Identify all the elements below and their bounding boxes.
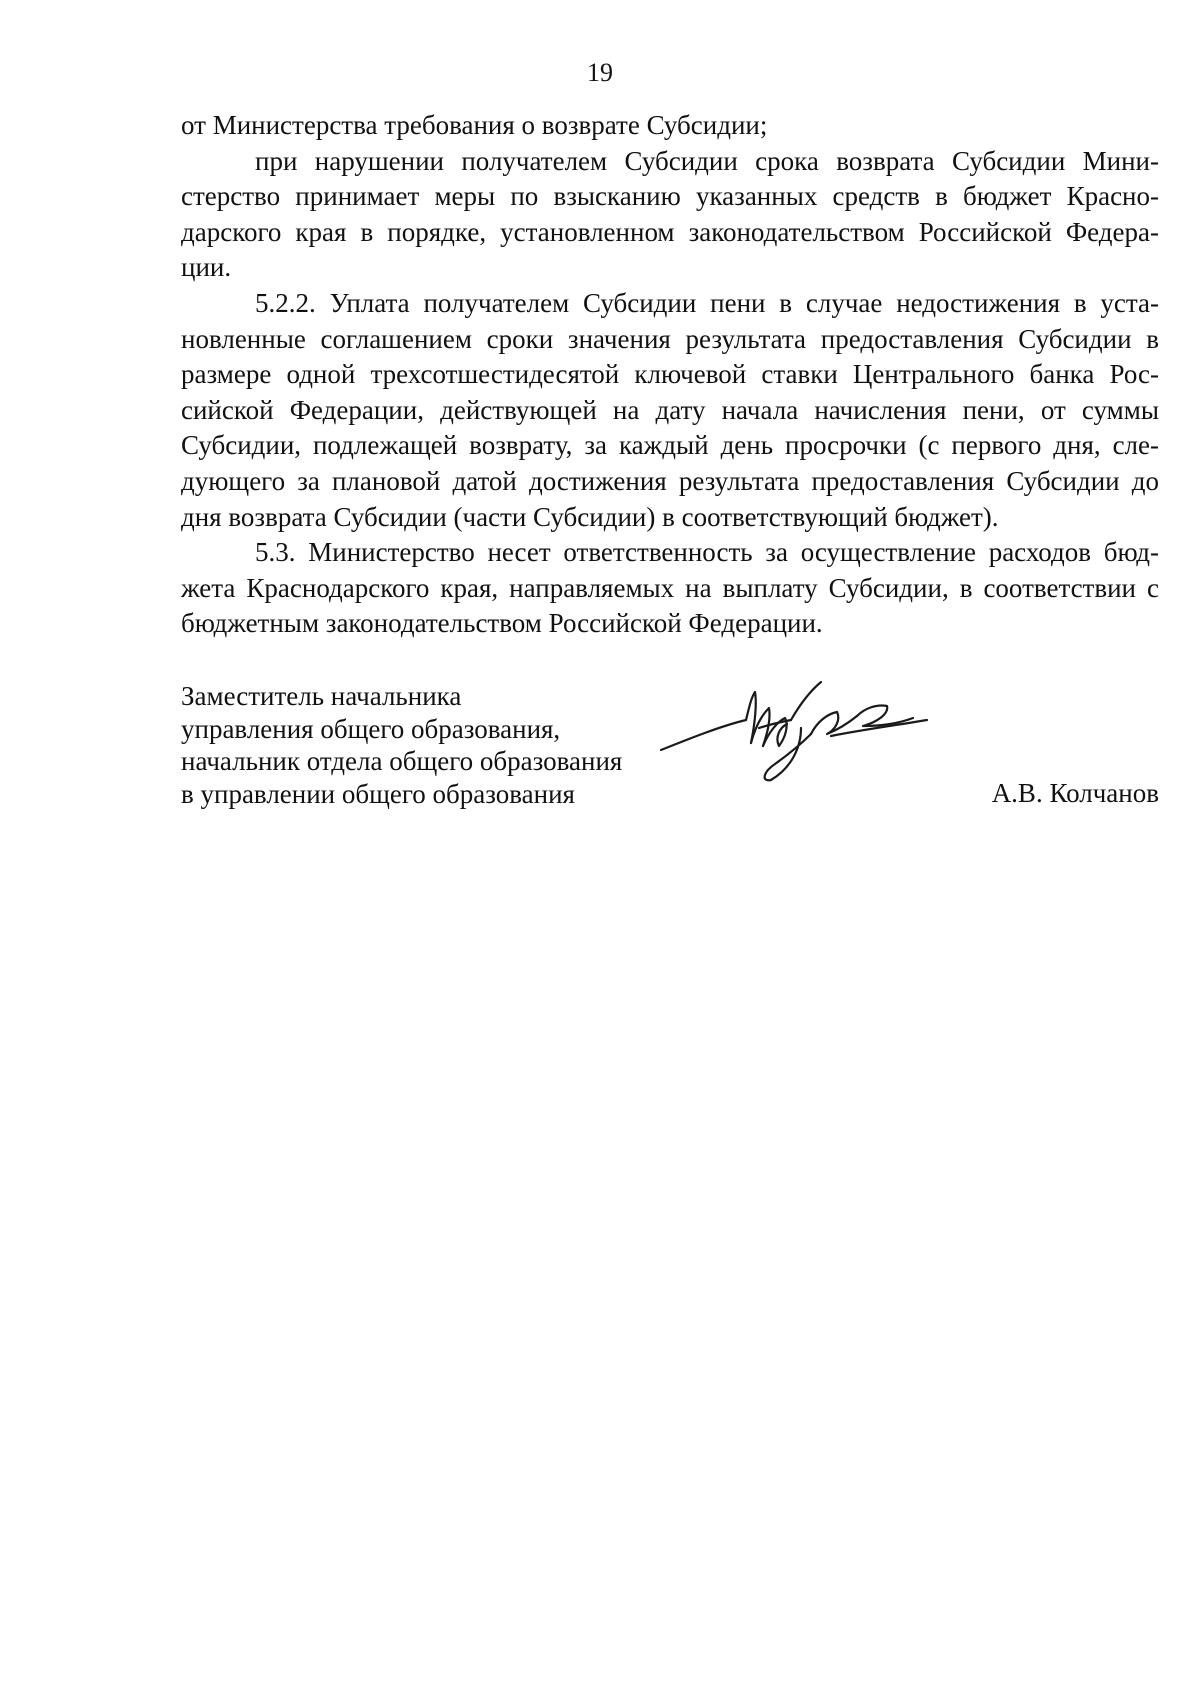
- text-line: с бюджетным законодательством Российской Федерации.: [181, 572, 1159, 639]
- page-number: 19: [587, 58, 613, 87]
- text-line: Субсидии, подлежащей возврату, за каждый день просрочки (с первого дня, сле-: [181, 430, 1159, 461]
- text-line: от Министерства требования о возврате Субсидии;: [181, 110, 768, 140]
- signer-title-line: начальник отдела общего образования: [181, 746, 623, 776]
- document-body: [181, 108, 1159, 642]
- signer-name: А.В. Колчанов: [991, 778, 1159, 808]
- paragraph-2: [181, 144, 1159, 286]
- text-line: стерство принимает меры по взысканию указанных средств в бюджет Красно-: [181, 181, 1159, 212]
- signer-title-line: управления общего образования,: [181, 713, 561, 744]
- signer-title-line: в управлении общего образования: [181, 778, 575, 809]
- text-line: в размере одной трехсотшестидесятой ключевой ставки Центрального банка Рос-: [181, 323, 1159, 390]
- text-line: новленные соглашением сроки значения результата предоставления Субсидии: [181, 323, 1147, 354]
- paragraph-3: [181, 286, 1159, 535]
- text-line: 5.2.2. Уплата получателем Субсидии пени в случае недостижения в уста-: [255, 287, 1159, 318]
- text-line: при нарушении получателем Субсидии срока возврата Субсидии Мини-: [255, 145, 1159, 176]
- paragraph-4: [181, 535, 1159, 642]
- paragraph-1: [181, 108, 1159, 144]
- text-line: 5.3. Министерство несет ответственность за осуществление расходов бюд-: [255, 537, 1159, 568]
- handwritten-signature: [651, 668, 931, 788]
- signature-strokes: [661, 682, 927, 780]
- text-line: дарского края в порядке, установленном законодательством Российской Федера-: [181, 216, 1159, 247]
- text-line: сийской Федерации, действующей на дату начала начисления пени, от суммы: [181, 394, 1159, 425]
- signer-title: [181, 680, 622, 810]
- text-line: жета Краснодарского края, направляемых на выплату Субсидии, в соответствии: [181, 572, 1148, 603]
- text-line: ции.: [181, 252, 232, 283]
- text-line: дующего за плановой датой достижения результата предоставления Субсидии: [181, 465, 1132, 496]
- text-line: до дня возврата Субсидии (части Субсидии) в соответствующий бюджет).: [181, 465, 1159, 532]
- signer-title-line: Заместитель начальника: [181, 681, 462, 711]
- signature-block: [181, 680, 1159, 830]
